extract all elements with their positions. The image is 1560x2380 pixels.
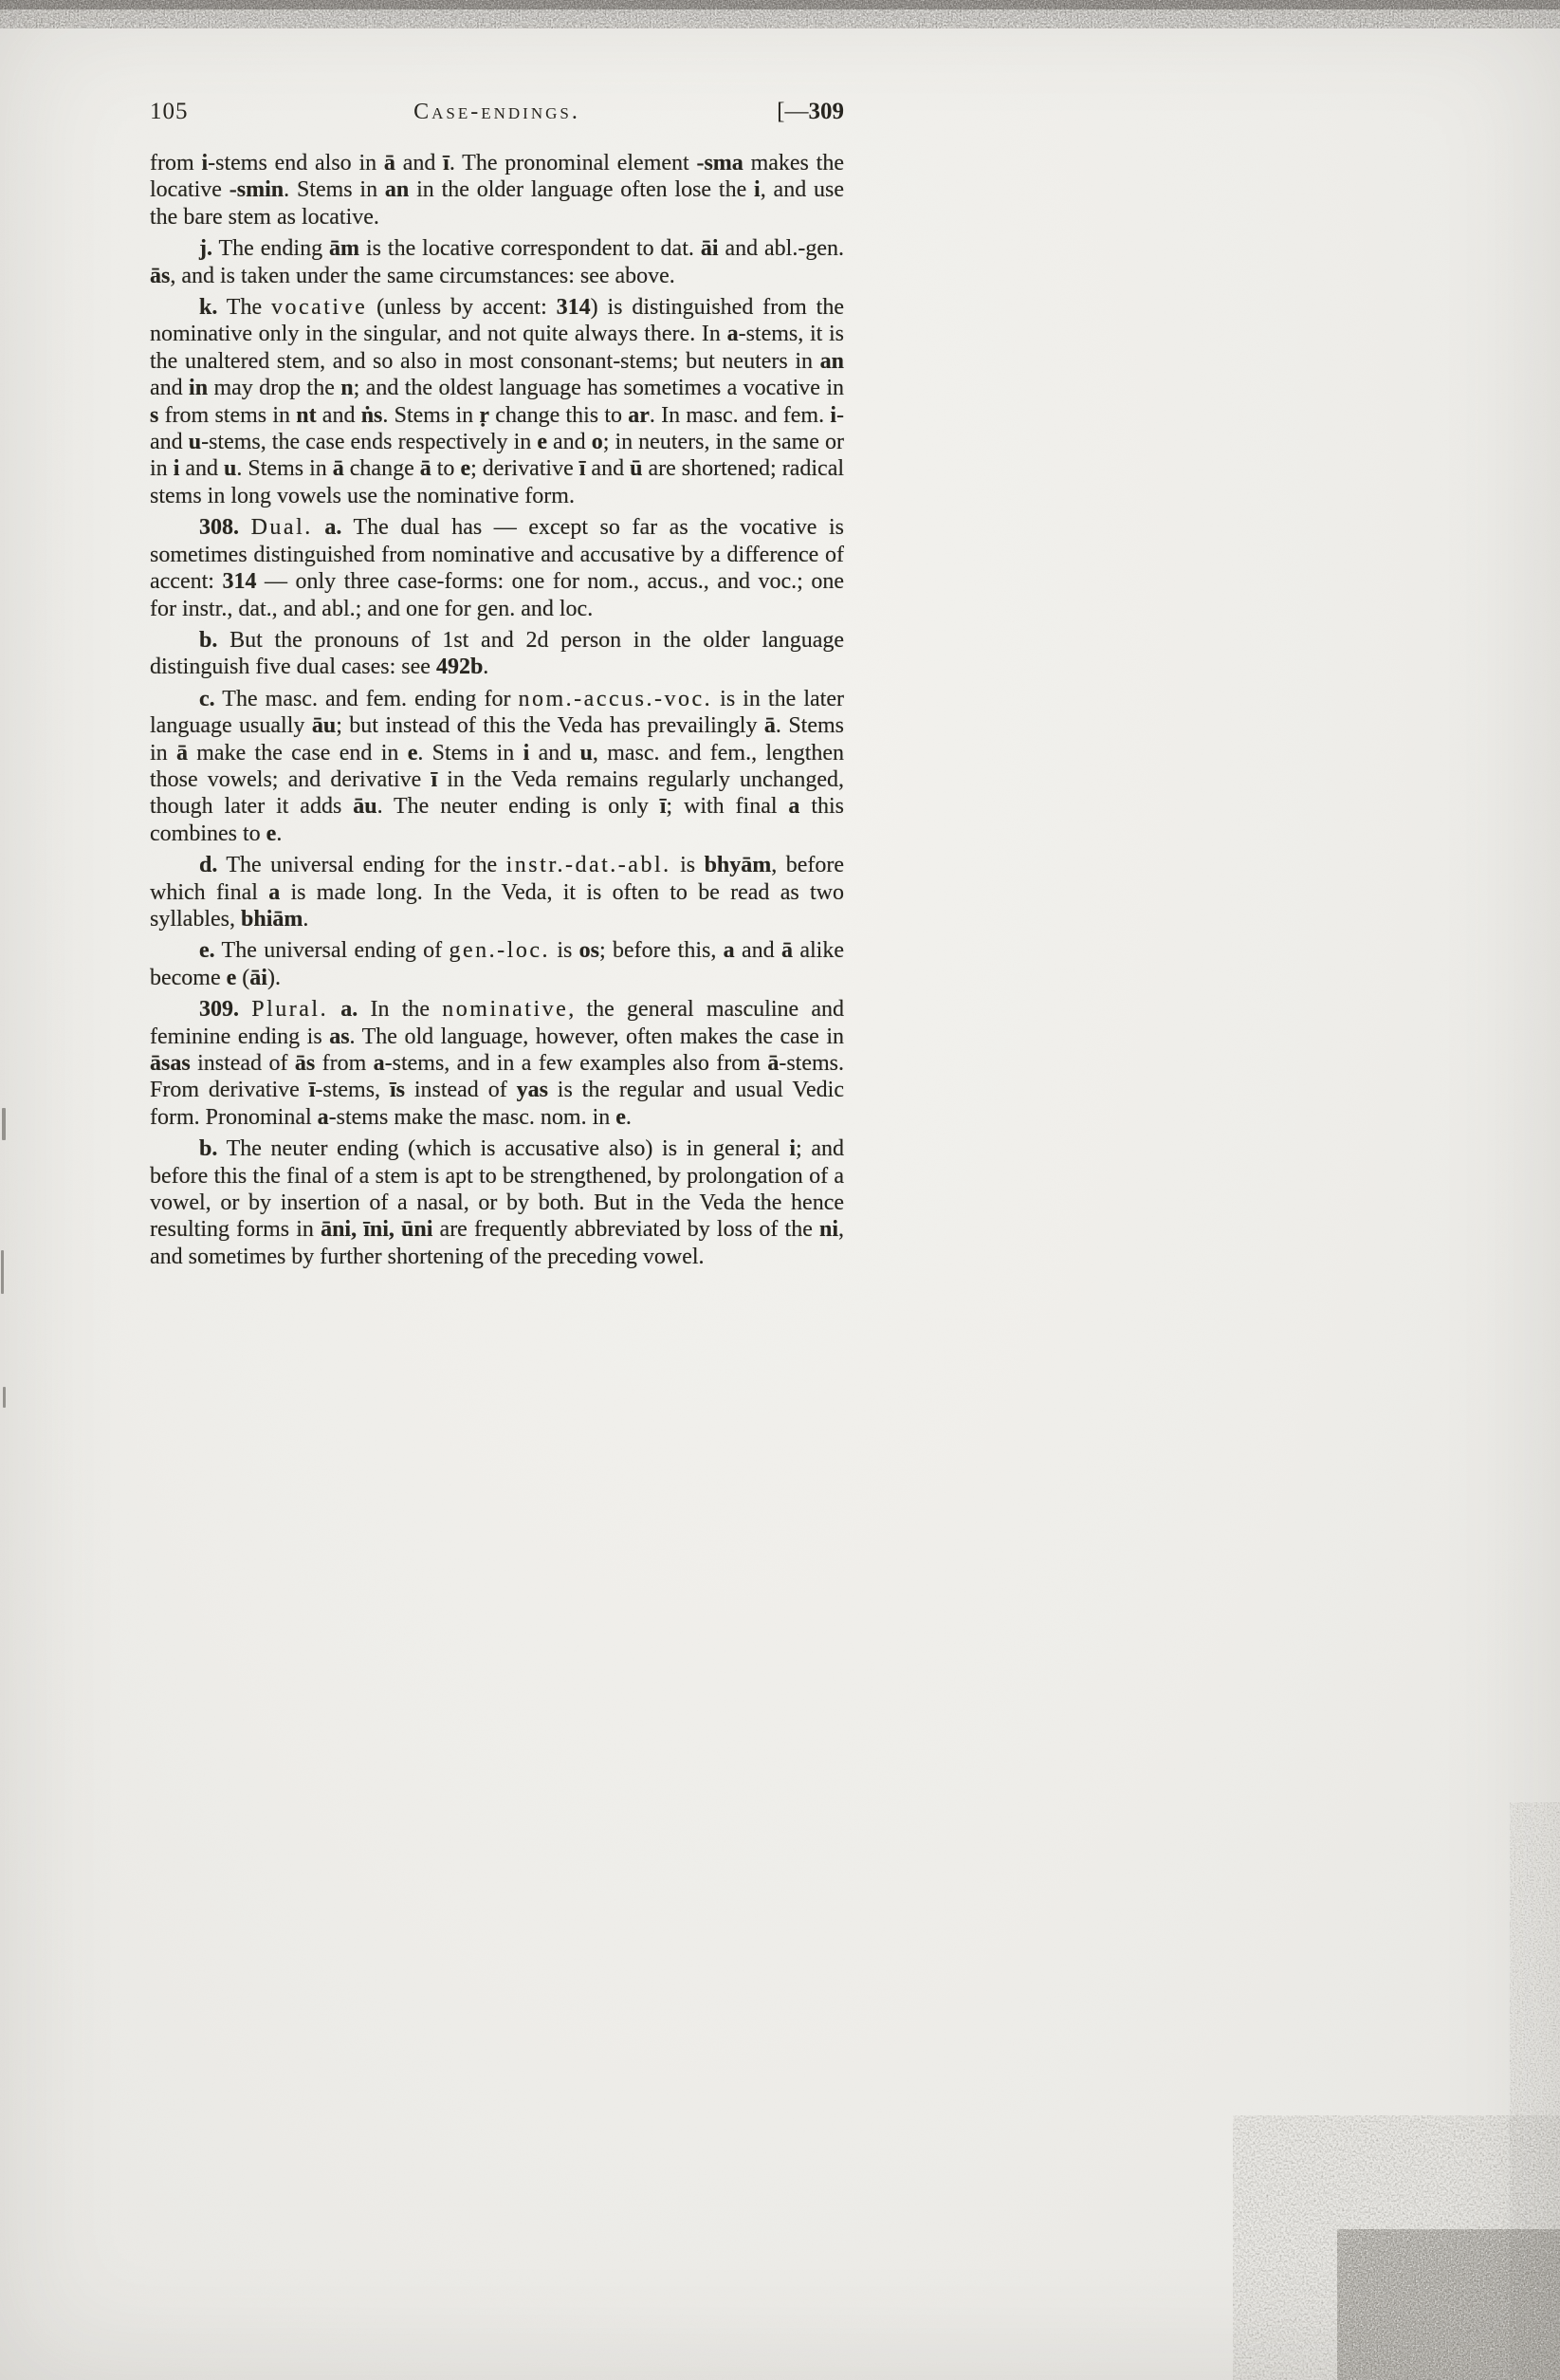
scan-edge-mark [1,1250,4,1294]
text-run: -stems, and in a few examples also from [384,1051,768,1076]
text-run: e [615,1104,626,1130]
text-run: a [788,794,800,820]
paragraph [150,1135,844,1270]
scan-noise-top [0,0,1560,28]
text-run: k. [199,295,218,321]
text-run: and [734,938,782,964]
text-run: The [217,295,271,321]
text-run: āi [249,965,267,990]
text-run: ā [781,938,794,964]
text-run: i [201,151,209,175]
text-run: ī [659,794,667,820]
text-run: are shortened; radical stems in long vowels use the nominative form. [150,456,845,508]
text-run: is the regular and usual Vedic form. Pronominal [150,1078,844,1130]
text-run: ās [150,263,171,288]
text-run: from [150,151,202,175]
text-run: make the case end in [187,740,408,766]
text-run: ṅs [360,402,383,428]
paragraph [150,937,844,991]
text-run: may drop the [208,376,341,401]
text-run: īs [389,1078,405,1103]
text-run: e [537,430,547,455]
page-number: 105 [150,99,189,124]
scan-edge-mark [3,1387,6,1408]
text-run: an [384,177,410,203]
text-run: ( [236,965,250,990]
text-run: a [317,1104,329,1130]
text-run: c. [199,686,215,711]
text-run: in the Veda remains regularly unchanged, though later it adds [150,766,844,820]
text-run: i [523,740,530,766]
text-run [239,997,251,1022]
text-run: ; and the oldest language has sometimes a vocative in [353,376,844,401]
text-run: bhyām [704,853,772,878]
text-run: -stems, [315,1078,390,1103]
text-run: e [226,965,237,990]
scan-edge-mark [2,1108,6,1140]
text-run: makes the locative [150,151,845,203]
text-run: The ending [212,236,330,262]
text-run: . The neuter ending is only [376,794,660,820]
text-run: Dual. [250,515,313,541]
text-run: to [431,456,461,482]
text-run: ar [628,402,650,428]
scan-noise-bottom-right [1233,2115,1560,2380]
text-run: n [340,376,354,401]
text-run: a [726,322,739,347]
text-run: The universal ending of [214,938,450,964]
paragraph [150,852,844,932]
text-run: is the locative correspondent to dat. [359,236,701,262]
text-run: d. [199,853,218,878]
text-run: āu [311,713,337,739]
text-run: alike become [150,938,844,990]
text-run: is [549,938,579,964]
page-header [150,99,844,125]
text-run: . [303,906,309,932]
text-run [313,515,325,540]
text-run: The neuter ending (which is accusative also) is in general [217,1136,790,1162]
text-run: a [373,1051,385,1076]
text-run: is made long. In the Veda, it is often to be read as two syllables, [150,879,844,932]
text-run: i [754,177,761,203]
paragraph [150,294,844,509]
text-run: -stems. From derivative [150,1051,844,1103]
text-run: ā [419,456,431,482]
text-run: - and [150,402,844,455]
text-run: a [723,938,735,964]
text-block [150,150,844,1270]
text-run: e. [199,938,215,964]
text-run: e [460,456,471,482]
text-run: Plural. [251,997,329,1023]
text-run: e [407,740,418,766]
text-run: u [188,430,202,455]
paragraph [150,996,844,1131]
section-ref-number: 309 [808,99,844,124]
text-run: . Stems in [150,713,844,766]
text-run: change this to [489,402,629,428]
text-run: āi [700,236,719,262]
text-run: and [150,376,190,401]
text-run: — only three case-forms: one for nom., accus., and voc.; one for instr., dat., and abl.; and one for gen. and loc. [150,569,844,621]
text-run: o [591,430,603,455]
paragraph [150,514,844,622]
text-run: i [173,456,180,482]
text-run: a [268,879,281,905]
text-run: change [343,456,420,482]
text-run: . Stems in [417,740,523,766]
text-run: -stems, it is the unaltered stem, and so also in most consonant-stems; but neuters in [150,322,844,374]
text-run: instead of [404,1078,517,1103]
text-run: and [585,456,631,482]
page-body [150,99,844,1270]
text-run: āsas [150,1051,191,1076]
text-run: s [150,402,159,428]
text-run: instead of [190,1051,295,1076]
text-run: a. [340,997,358,1023]
text-run: nominative [442,997,569,1023]
text-run: , and is taken under the same circumstances: see above. [170,263,675,288]
scan-noise-right-edge [1510,1802,1560,2380]
text-run: But the pronouns of 1st and 2d person in the older language distinguish five dual cases: see [150,627,844,680]
text-run: In the [358,997,443,1023]
text-run: . [276,821,283,846]
text-run: nom.-accus.-voc. [518,686,713,711]
text-run: . [483,655,489,680]
text-run: ; with final [666,794,789,820]
text-run: from [315,1051,374,1076]
text-run: are frequently abbreviated by loss of the [432,1217,819,1243]
text-run: 308. [199,515,239,541]
text-run: ā [383,151,395,175]
text-run: b. [199,627,218,653]
text-run: . Stems in [236,456,333,482]
text-run: as [329,1024,350,1049]
text-run: ī [308,1078,316,1103]
text-run [239,515,251,540]
text-run: is [670,853,705,878]
text-run: in the older language often lose the [409,177,755,203]
text-run: is in the later language usually [150,686,844,739]
text-run: from stems in [158,402,297,428]
text-run: The dual has — except so far as the vocative is sometimes distinguished from nominative and accusative by a difference of accent: [150,515,845,595]
text-run: ). [266,965,281,990]
text-run: and [316,402,361,428]
text-run: ; in neuters, in the same or in [150,430,845,482]
text-run: in [189,376,209,401]
text-run: . Stems in [382,402,480,428]
text-run: ās [294,1051,316,1076]
text-run: . The pronominal element [449,151,697,175]
text-run: ā [332,456,344,482]
text-run: The universal ending for the [217,853,506,878]
text-run: , masc. and fem., lengthen those vowels; and derivative [150,740,845,792]
text-run: j. [199,236,212,262]
text-run: ni [819,1217,839,1243]
running-title: Case-endings. [413,100,580,124]
text-run: ām [329,236,360,262]
text-run: and [546,430,592,455]
text-run: , before which final [150,853,845,905]
text-run: 309. [199,997,239,1023]
text-run: and [529,740,580,766]
text-run: instr.-dat.-abl. [505,853,671,878]
text-run: os [578,938,600,964]
text-run: ī [578,456,586,482]
text-run: ; but instead of this the Veda has prevailingly [336,713,764,739]
text-run: . In masc. and fem. [649,402,831,428]
text-run: ū [630,456,643,482]
text-run: and [179,456,225,482]
text-run: The masc. and fem. ending for [214,686,519,711]
text-run: ; before this, [599,938,724,964]
paragraph [150,686,844,847]
text-run: vocative [270,295,368,321]
text-run: ; derivative [470,456,579,482]
text-run: āu [353,794,377,820]
text-run: u [579,740,593,766]
text-run: 492b [435,655,484,680]
text-run: , and sometimes by further shortening of the preceding vowel. [150,1217,845,1269]
text-run: ṛ [479,402,490,428]
section-ref [777,99,844,125]
text-run: (unless by accent: [367,295,557,321]
text-run: ; and before this the final of a stem is apt to be strengthened, by prolongation of a vowel, or by insertion of a nasal, or by both. But in the Veda the hence resulting forms in [150,1136,844,1243]
text-run: a. [324,515,342,541]
text-run: ī [443,151,450,175]
text-run: ā [175,740,188,766]
text-run: 314 [556,295,591,321]
paragraph [150,235,844,289]
text-run: yas [516,1078,548,1103]
text-run: this combines to [150,794,844,846]
text-run: -smin [229,177,284,203]
text-run: 314 [222,569,257,595]
paragraph [150,150,844,231]
text-run [328,997,340,1022]
text-run: ā [767,1051,780,1076]
text-run: i [830,402,836,428]
text-run: ī [431,766,438,792]
text-run: gen.-loc. [449,938,550,964]
section-ref-prefix: [— [777,99,809,124]
text-run: . Stems in [284,177,385,203]
text-run: and abl.-gen. [718,236,844,262]
text-run: āni, īni, ūni [321,1217,433,1243]
text-run: an [819,348,844,374]
text-run: i [789,1136,797,1162]
text-run: , and use the bare stem as locative. [150,177,844,230]
text-run: u [224,456,237,482]
text-run: -stems make the masc. nom. in [328,1104,616,1130]
paragraph [150,627,844,681]
text-run: bhiām [241,906,303,932]
text-run: . The old language, however, often makes the case in [349,1024,844,1049]
text-run: -stems, the case ends respectively in [201,430,538,455]
text-run: and [395,151,444,175]
text-run: nt [296,402,317,428]
text-run: b. [199,1136,218,1162]
text-run: . [625,1104,632,1130]
text-run: , the general masculine and feminine ending is [150,997,845,1049]
text-run: ā [763,713,776,739]
text-run: -stems end also in [208,151,384,175]
text-run: -sma [696,151,743,175]
text-run: ) is distinguished from the nominative only in the singular, and not quite always there. In [150,295,844,347]
text-run: e [266,821,277,846]
